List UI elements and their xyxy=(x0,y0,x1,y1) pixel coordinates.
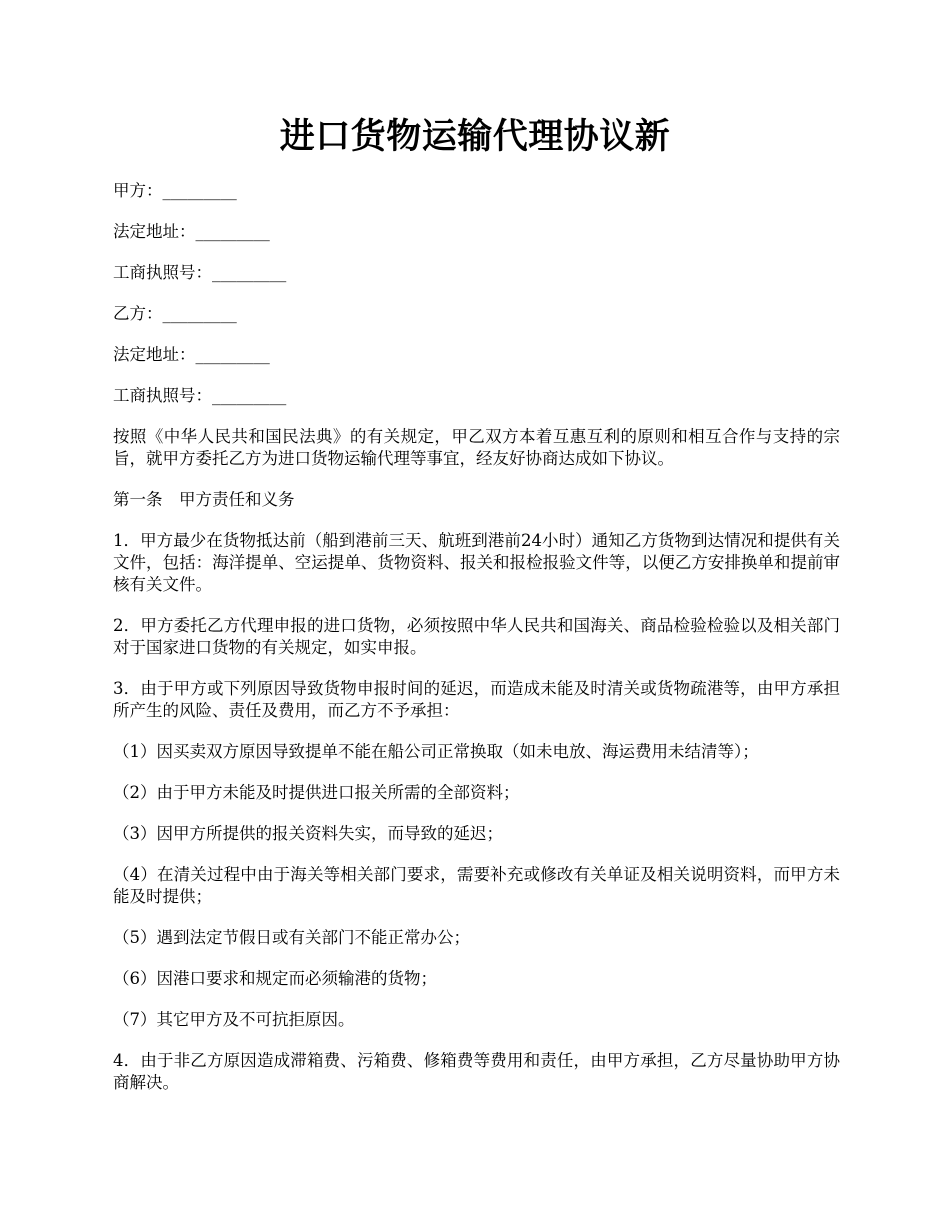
party-b-address-line: 法定地址：_________ xyxy=(113,345,270,364)
sub-clause-2: （2）由于甲方未能及时提供进口报关所需的全部资料； xyxy=(113,783,520,802)
sub-clause-5: （5）遇到法定节假日或有关部门不能正常办公； xyxy=(113,928,470,947)
clause-4: 4．由于非乙方原因造成滞箱费、污箱费、修箱费等费用和责任，由甲方承担，乙方尽量协助甲方协商解决。 xyxy=(113,1051,840,1092)
sub-clause-6: （6）因港口要求和规定而必须输港的货物； xyxy=(113,969,437,988)
party-b-license-line: 工商执照号：_________ xyxy=(113,386,287,405)
party-b-line: 乙方：_________ xyxy=(113,304,237,323)
party-a-line: 甲方：_________ xyxy=(113,181,237,200)
sub-clause-7: （7）其它甲方及不可抗拒原因。 xyxy=(113,1010,355,1029)
clause-2: 2．甲方委托乙方代理申报的进口货物，必须按照中华人民共和国海关、商品检验检验以及相关部门对于国家进口货物的有关规定，如实申报。 xyxy=(113,616,840,657)
article-heading: 第一条 甲方责任和义务 xyxy=(113,490,295,509)
party-a-license-line: 工商执照号：_________ xyxy=(113,263,287,282)
document-body xyxy=(113,180,840,1113)
clause-3: 3．由于甲方或下列原因导致货物申报时间的延迟，而造成未能及时清关或货物疏港等，由甲方承担所产生的风险、责任及费用，而乙方不予承担： xyxy=(113,679,840,720)
document-title: 进口货物运输代理协议新 xyxy=(279,116,671,157)
preamble-paragraph: 按照《中华人民共和国民法典》的有关规定，甲乙双方本着互惠互利的原则和相互合作与支持的宗旨，就甲方委托乙方为进口货物运输代理等事宜，经友好协商达成如下协议。 xyxy=(113,427,840,468)
clause-1: 1．甲方最少在货物抵达前（船到港前三天、航班到港前24小时）通知乙方货物到达情况和提供有关文件，包括：海洋提单、空运提单、货物资料、报关和报检报验文件等，以便乙方安排换单和提前审核有关文件。 xyxy=(113,531,840,594)
sub-clause-1: （1）因买卖双方原因导致提单不能在船公司正常换取（如未电放、海运费用未结清等）； xyxy=(113,742,759,761)
sub-clause-3: （3）因甲方所提供的报关资料失实，而导致的延迟； xyxy=(113,824,503,843)
sub-clause-4: （4）在清关过程中由于海关等相关部门要求，需要补充或修改有关单证及相关说明资料，而甲方未能及时提供； xyxy=(113,865,840,906)
party-a-address-line: 法定地址：_________ xyxy=(113,222,270,241)
